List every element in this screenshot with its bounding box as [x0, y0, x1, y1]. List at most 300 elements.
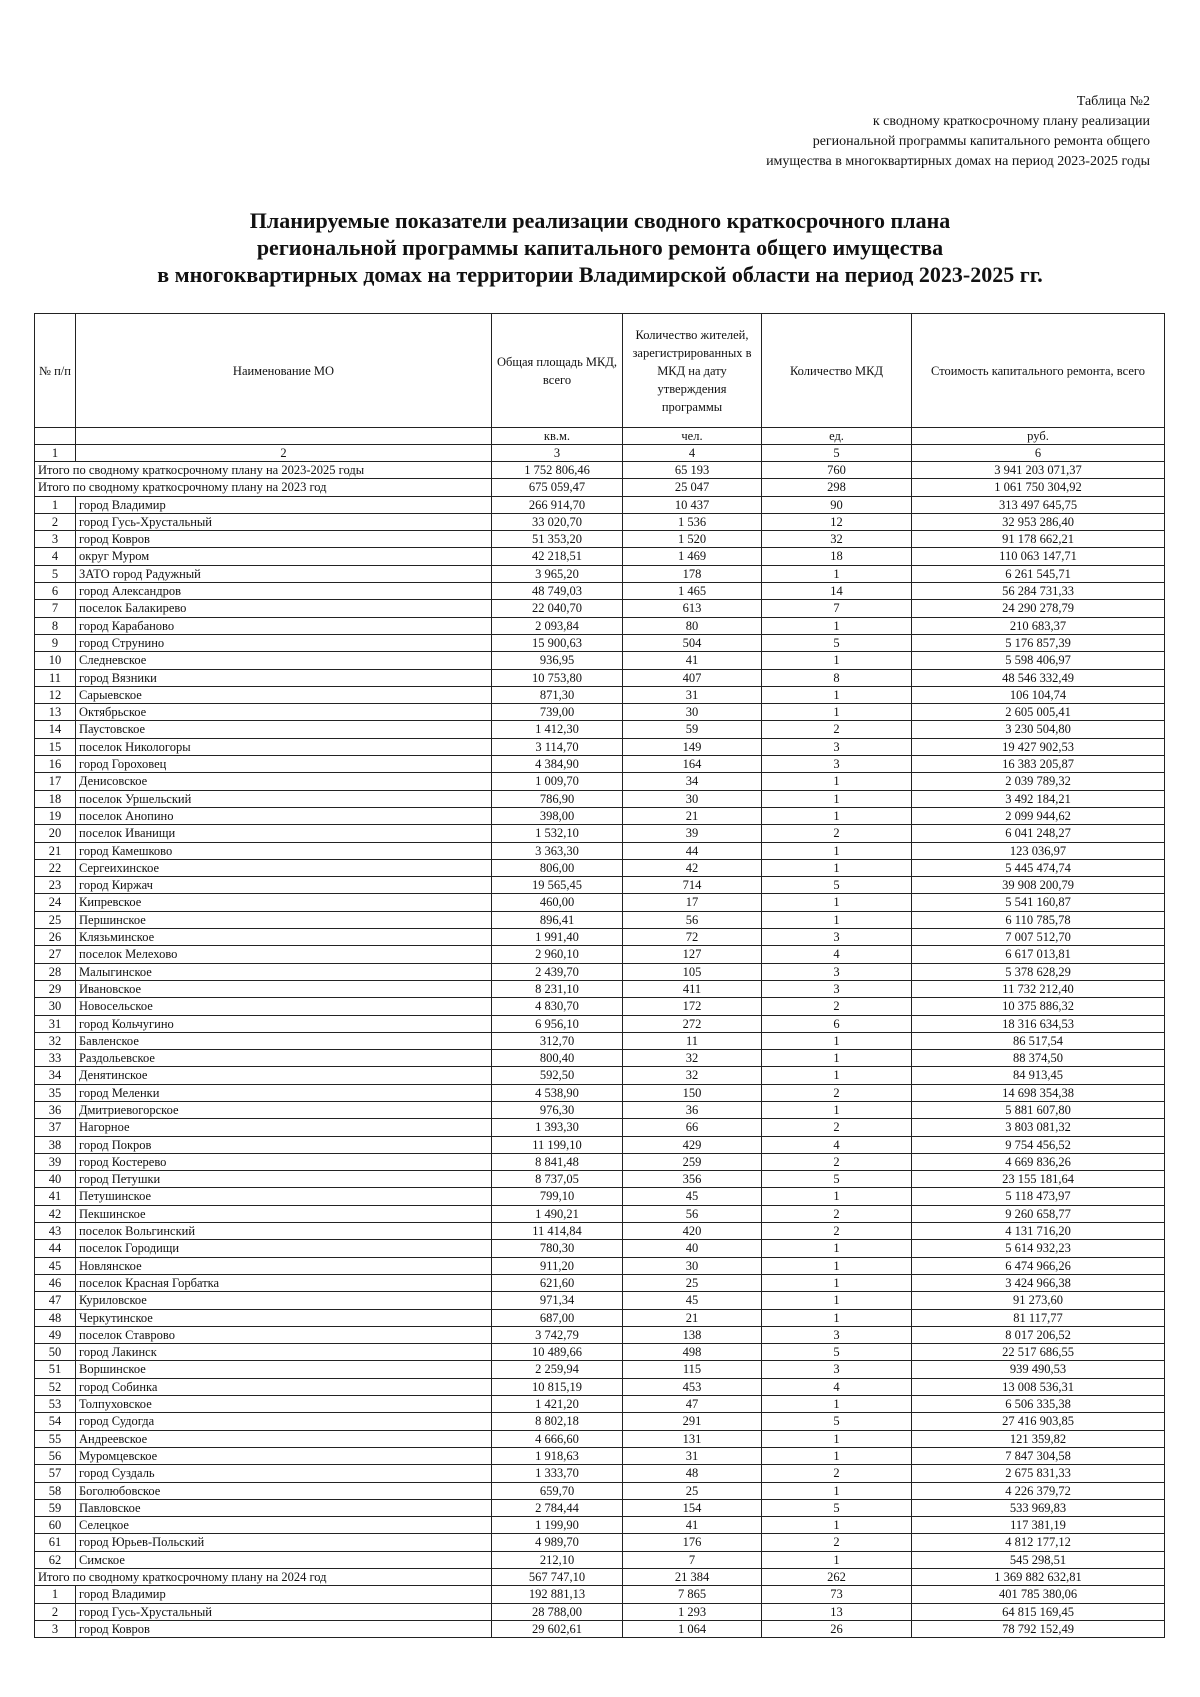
table-row — [35, 1361, 1165, 1378]
row-number: 55 — [35, 1430, 76, 1447]
area-cell: 1 532,10 — [492, 825, 623, 842]
row-number: 8 — [35, 617, 76, 634]
caption-line: имущества в многоквартирных домах на период 2023-2025 годы — [766, 154, 1150, 169]
area-cell: 1 918,63 — [492, 1447, 623, 1464]
table-row — [35, 1223, 1165, 1240]
indicators-table — [34, 313, 1165, 1638]
mo-name: Сарыевское — [76, 686, 492, 703]
mkd-count-cell: 2 — [762, 721, 912, 738]
residents-cell: 138 — [623, 1326, 762, 1343]
mo-name: Паустовское — [76, 721, 492, 738]
row-number: 2 — [35, 513, 76, 530]
table-row — [35, 1032, 1165, 1049]
cost-cell: 121 359,82 — [912, 1430, 1165, 1447]
mkd-count-cell: 5 — [762, 1499, 912, 1516]
residents-cell: 44 — [623, 842, 762, 859]
residents-cell: 31 — [623, 1447, 762, 1464]
mkd-count-cell: 2 — [762, 1119, 912, 1136]
mo-name: город Киржач — [76, 877, 492, 894]
area-cell: 398,00 — [492, 807, 623, 824]
mkd-count-cell: 1 — [762, 1396, 912, 1413]
row-number: 13 — [35, 704, 76, 721]
mo-name: город Петушки — [76, 1171, 492, 1188]
total-row — [35, 1569, 1165, 1586]
unit-cell: кв.м. — [492, 428, 623, 445]
row-number: 17 — [35, 773, 76, 790]
residents-cell: 56 — [623, 911, 762, 928]
mkd-count-cell: 3 — [762, 756, 912, 773]
area-cell: 10 489,66 — [492, 1344, 623, 1361]
residents-cell: 178 — [623, 565, 762, 582]
mo-name: Бавленское — [76, 1032, 492, 1049]
cost-cell: 939 490,53 — [912, 1361, 1165, 1378]
residents-cell: 164 — [623, 756, 762, 773]
mkd-count-cell: 3 — [762, 929, 912, 946]
mkd-count-cell: 5 — [762, 634, 912, 651]
area-cell: 8 841,48 — [492, 1153, 623, 1170]
mo-name: поселок Никологоры — [76, 738, 492, 755]
residents-cell: 429 — [623, 1136, 762, 1153]
table-row — [35, 894, 1165, 911]
mo-name: Павловское — [76, 1499, 492, 1516]
residents-cell: 34 — [623, 773, 762, 790]
mkd-count-cell: 90 — [762, 496, 912, 513]
residents-cell: 41 — [623, 1517, 762, 1534]
cost-cell: 91 178 662,21 — [912, 531, 1165, 548]
cost-cell: 39 908 200,79 — [912, 877, 1165, 894]
table-row — [35, 1119, 1165, 1136]
cost-cell: 84 913,45 — [912, 1067, 1165, 1084]
residents-cell: 48 — [623, 1465, 762, 1482]
area-cell: 1 421,20 — [492, 1396, 623, 1413]
cost-cell: 24 290 278,79 — [912, 600, 1165, 617]
row-number: 12 — [35, 686, 76, 703]
total-row — [35, 479, 1165, 496]
table-row — [35, 859, 1165, 876]
area-cell: 567 747,10 — [492, 1569, 623, 1586]
residents-cell: 714 — [623, 877, 762, 894]
table-row — [35, 1153, 1165, 1170]
mkd-count-cell: 8 — [762, 669, 912, 686]
mo-name: поселок Красная Горбатка — [76, 1274, 492, 1291]
mo-name: город Костерево — [76, 1153, 492, 1170]
cost-cell: 9 260 658,77 — [912, 1205, 1165, 1222]
caption-line: к сводному краткосрочному плану реализации — [872, 114, 1150, 129]
mo-name: город Юрьев-Польский — [76, 1534, 492, 1551]
residents-cell: 30 — [623, 790, 762, 807]
table-row — [35, 496, 1165, 513]
mkd-count-cell: 262 — [762, 1569, 912, 1586]
cost-cell: 88 374,50 — [912, 1050, 1165, 1067]
row-number: 39 — [35, 1153, 76, 1170]
mkd-count-cell: 5 — [762, 877, 912, 894]
mo-name: Кипревское — [76, 894, 492, 911]
mkd-count-cell: 7 — [762, 600, 912, 617]
row-number: 50 — [35, 1344, 76, 1361]
cost-cell: 48 546 332,49 — [912, 669, 1165, 686]
mo-name: Петушинское — [76, 1188, 492, 1205]
table-caption — [766, 92, 1150, 172]
row-number: 19 — [35, 807, 76, 824]
mkd-count-cell: 1 — [762, 1101, 912, 1118]
cost-cell: 78 792 152,49 — [912, 1620, 1165, 1637]
area-cell: 8 802,18 — [492, 1413, 623, 1430]
header-number: № п/п — [35, 314, 76, 428]
mkd-count-cell: 1 — [762, 1430, 912, 1447]
area-cell: 1 490,21 — [492, 1205, 623, 1222]
mkd-count-cell: 1 — [762, 1292, 912, 1309]
mkd-count-cell: 2 — [762, 1534, 912, 1551]
mkd-count-cell: 1 — [762, 911, 912, 928]
residents-cell: 1 536 — [623, 513, 762, 530]
mkd-count-cell: 13 — [762, 1603, 912, 1620]
residents-cell: 1 465 — [623, 583, 762, 600]
cost-cell: 5 176 857,39 — [912, 634, 1165, 651]
cost-cell: 5 598 406,97 — [912, 652, 1165, 669]
residents-cell: 80 — [623, 617, 762, 634]
cost-cell: 6 474 966,26 — [912, 1257, 1165, 1274]
title-line: Планируемые показатели реализации сводного краткосрочного плана — [249, 208, 951, 233]
area-cell: 4 830,70 — [492, 998, 623, 1015]
cost-cell: 2 099 944,62 — [912, 807, 1165, 824]
cost-cell: 210 683,37 — [912, 617, 1165, 634]
residents-cell: 32 — [623, 1050, 762, 1067]
mo-name: город Владимир — [76, 496, 492, 513]
cost-cell: 10 375 886,32 — [912, 998, 1165, 1015]
table-row — [35, 1465, 1165, 1482]
mkd-count-cell: 2 — [762, 1223, 912, 1240]
table-row — [35, 1499, 1165, 1516]
area-cell: 266 914,70 — [492, 496, 623, 513]
row-number: 56 — [35, 1447, 76, 1464]
row-number: 3 — [35, 531, 76, 548]
table-row — [35, 686, 1165, 703]
cost-cell: 3 941 203 071,37 — [912, 462, 1165, 479]
cost-cell: 8 017 206,52 — [912, 1326, 1165, 1343]
table-row — [35, 531, 1165, 548]
area-cell: 1 412,30 — [492, 721, 623, 738]
area-cell: 675 059,47 — [492, 479, 623, 496]
residents-cell: 30 — [623, 1257, 762, 1274]
mkd-count-cell: 1 — [762, 1482, 912, 1499]
mo-name: Боголюбовское — [76, 1482, 492, 1499]
area-cell: 786,90 — [492, 790, 623, 807]
residents-cell: 40 — [623, 1240, 762, 1257]
row-number: 42 — [35, 1205, 76, 1222]
units-row — [35, 428, 1165, 445]
table-body — [35, 462, 1165, 1638]
table-row — [35, 721, 1165, 738]
row-number: 44 — [35, 1240, 76, 1257]
table-row — [35, 1171, 1165, 1188]
table-row — [35, 1430, 1165, 1447]
row-number: 36 — [35, 1101, 76, 1118]
mo-name: Воршинское — [76, 1361, 492, 1378]
cost-cell: 6 261 545,71 — [912, 565, 1165, 582]
mo-name: поселок Вольгинский — [76, 1223, 492, 1240]
cost-cell: 5 881 607,80 — [912, 1101, 1165, 1118]
mo-name: Новлянское — [76, 1257, 492, 1274]
area-cell: 48 749,03 — [492, 583, 623, 600]
table-row — [35, 1015, 1165, 1032]
cost-cell: 1 061 750 304,92 — [912, 479, 1165, 496]
row-number: 61 — [35, 1534, 76, 1551]
mkd-count-cell: 1 — [762, 617, 912, 634]
mo-name: город Кольчугино — [76, 1015, 492, 1032]
mkd-count-cell: 1 — [762, 1517, 912, 1534]
table-row — [35, 1050, 1165, 1067]
row-number: 3 — [35, 1620, 76, 1637]
row-number: 23 — [35, 877, 76, 894]
header-mkd-count: Количество МКД — [762, 314, 912, 428]
mkd-count-cell: 5 — [762, 1413, 912, 1430]
mo-name: Октябрьское — [76, 704, 492, 721]
residents-cell: 36 — [623, 1101, 762, 1118]
cost-cell: 14 698 354,38 — [912, 1084, 1165, 1101]
cost-cell: 16 383 205,87 — [912, 756, 1165, 773]
table-row — [35, 704, 1165, 721]
mo-name: город Ковров — [76, 1620, 492, 1637]
row-number: 37 — [35, 1119, 76, 1136]
table-row — [35, 600, 1165, 617]
cost-cell: 6 617 013,81 — [912, 946, 1165, 963]
row-number: 20 — [35, 825, 76, 842]
row-number: 45 — [35, 1257, 76, 1274]
cost-cell: 123 036,97 — [912, 842, 1165, 859]
mkd-count-cell: 1 — [762, 859, 912, 876]
cost-cell: 91 273,60 — [912, 1292, 1165, 1309]
cost-cell: 3 230 504,80 — [912, 721, 1165, 738]
mo-name: город Александров — [76, 583, 492, 600]
area-cell: 896,41 — [492, 911, 623, 928]
row-number: 52 — [35, 1378, 76, 1395]
residents-cell: 30 — [623, 704, 762, 721]
mkd-count-cell: 298 — [762, 479, 912, 496]
residents-cell: 291 — [623, 1413, 762, 1430]
mkd-count-cell: 3 — [762, 1326, 912, 1343]
mkd-count-cell: 73 — [762, 1586, 912, 1603]
unit-cell: чел. — [623, 428, 762, 445]
residents-cell: 498 — [623, 1344, 762, 1361]
row-number: 16 — [35, 756, 76, 773]
table-row — [35, 1326, 1165, 1343]
mkd-count-cell: 1 — [762, 565, 912, 582]
mo-name: город Суздаль — [76, 1465, 492, 1482]
mkd-count-cell: 1 — [762, 1309, 912, 1326]
mo-name: город Ковров — [76, 531, 492, 548]
cost-cell: 56 284 731,33 — [912, 583, 1165, 600]
mo-name: Толпуховское — [76, 1396, 492, 1413]
area-cell: 780,30 — [492, 1240, 623, 1257]
table-row — [35, 1482, 1165, 1499]
mo-name: Сергеихинское — [76, 859, 492, 876]
table-row — [35, 877, 1165, 894]
unit-cell — [35, 428, 76, 445]
table-row — [35, 790, 1165, 807]
table-row — [35, 756, 1165, 773]
residents-cell: 150 — [623, 1084, 762, 1101]
residents-cell: 17 — [623, 894, 762, 911]
residents-cell: 154 — [623, 1499, 762, 1516]
area-cell: 460,00 — [492, 894, 623, 911]
table-row — [35, 773, 1165, 790]
area-cell: 936,95 — [492, 652, 623, 669]
table-row — [35, 565, 1165, 582]
area-cell: 2 960,10 — [492, 946, 623, 963]
area-cell: 1 199,90 — [492, 1517, 623, 1534]
mo-name: Селецкое — [76, 1517, 492, 1534]
residents-cell: 1 469 — [623, 548, 762, 565]
table-row — [35, 617, 1165, 634]
caption-line: региональной программы капитального ремонта общего — [812, 134, 1150, 149]
mkd-count-cell: 1 — [762, 1447, 912, 1464]
row-number: 6 — [35, 583, 76, 600]
mkd-count-cell: 3 — [762, 963, 912, 980]
row-number: 48 — [35, 1309, 76, 1326]
table-row — [35, 1292, 1165, 1309]
cost-cell: 32 953 286,40 — [912, 513, 1165, 530]
residents-cell: 127 — [623, 946, 762, 963]
cost-cell: 1 369 882 632,81 — [912, 1569, 1165, 1586]
residents-cell: 613 — [623, 600, 762, 617]
area-cell: 799,10 — [492, 1188, 623, 1205]
mkd-count-cell: 1 — [762, 652, 912, 669]
row-number: 53 — [35, 1396, 76, 1413]
mkd-count-cell: 1 — [762, 894, 912, 911]
cost-cell: 13 008 536,31 — [912, 1378, 1165, 1395]
table-row — [35, 911, 1165, 928]
residents-cell: 259 — [623, 1153, 762, 1170]
residents-cell: 21 384 — [623, 1569, 762, 1586]
area-cell: 29 602,61 — [492, 1620, 623, 1637]
total-label: Итого по сводному краткосрочному плану на 2023-2025 годы — [35, 462, 492, 479]
residents-cell: 411 — [623, 980, 762, 997]
row-number: 34 — [35, 1067, 76, 1084]
table-row — [35, 1188, 1165, 1205]
cost-cell: 9 754 456,52 — [912, 1136, 1165, 1153]
cost-cell: 401 785 380,06 — [912, 1586, 1165, 1603]
area-cell: 871,30 — [492, 686, 623, 703]
table-row — [35, 1603, 1165, 1620]
cost-cell: 6 041 248,27 — [912, 825, 1165, 842]
mo-name: Следневское — [76, 652, 492, 669]
cost-cell: 81 117,77 — [912, 1309, 1165, 1326]
residents-cell: 66 — [623, 1119, 762, 1136]
area-cell: 3 965,20 — [492, 565, 623, 582]
mo-name: поселок Балакирево — [76, 600, 492, 617]
mkd-count-cell: 1 — [762, 704, 912, 721]
row-number: 21 — [35, 842, 76, 859]
mkd-count-cell: 18 — [762, 548, 912, 565]
residents-cell: 172 — [623, 998, 762, 1015]
row-number: 51 — [35, 1361, 76, 1378]
row-number: 46 — [35, 1274, 76, 1291]
area-cell: 976,30 — [492, 1101, 623, 1118]
row-number: 40 — [35, 1171, 76, 1188]
cost-cell: 7 847 304,58 — [912, 1447, 1165, 1464]
area-cell: 592,50 — [492, 1067, 623, 1084]
row-number: 60 — [35, 1517, 76, 1534]
residents-cell: 45 — [623, 1292, 762, 1309]
area-cell: 192 881,13 — [492, 1586, 623, 1603]
residents-cell: 356 — [623, 1171, 762, 1188]
mkd-count-cell: 2 — [762, 998, 912, 1015]
unit-cell: ед. — [762, 428, 912, 445]
mo-name: Новосельское — [76, 998, 492, 1015]
cost-cell: 4 669 836,26 — [912, 1153, 1165, 1170]
cost-cell: 5 118 473,97 — [912, 1188, 1165, 1205]
mkd-count-cell: 6 — [762, 1015, 912, 1032]
row-number: 14 — [35, 721, 76, 738]
area-cell: 4 989,70 — [492, 1534, 623, 1551]
row-number: 57 — [35, 1465, 76, 1482]
cost-cell: 106 104,74 — [912, 686, 1165, 703]
area-cell: 971,34 — [492, 1292, 623, 1309]
total-label: Итого по сводному краткосрочному плану на 2024 год — [35, 1569, 492, 1586]
cost-cell: 64 815 169,45 — [912, 1603, 1165, 1620]
cost-cell: 5 378 628,29 — [912, 963, 1165, 980]
table-row — [35, 1344, 1165, 1361]
header-area: Общая площадь МКД, всего — [492, 314, 623, 428]
cost-cell: 7 007 512,70 — [912, 929, 1165, 946]
area-cell: 51 353,20 — [492, 531, 623, 548]
table-row — [35, 980, 1165, 997]
table-row — [35, 1136, 1165, 1153]
row-number: 26 — [35, 929, 76, 946]
area-cell: 806,00 — [492, 859, 623, 876]
table-row — [35, 1084, 1165, 1101]
table-row — [35, 652, 1165, 669]
area-cell: 2 093,84 — [492, 617, 623, 634]
mkd-count-cell: 3 — [762, 738, 912, 755]
row-number: 31 — [35, 1015, 76, 1032]
cost-cell: 4 226 379,72 — [912, 1482, 1165, 1499]
mkd-count-cell: 1 — [762, 1067, 912, 1084]
area-cell: 3 742,79 — [492, 1326, 623, 1343]
residents-cell: 272 — [623, 1015, 762, 1032]
residents-cell: 1 064 — [623, 1620, 762, 1637]
table-row — [35, 1240, 1165, 1257]
mkd-count-cell: 1 — [762, 1240, 912, 1257]
area-cell: 739,00 — [492, 704, 623, 721]
mkd-count-cell: 1 — [762, 1050, 912, 1067]
mkd-count-cell: 4 — [762, 1378, 912, 1395]
residents-cell: 21 — [623, 1309, 762, 1326]
mo-name: Денисовское — [76, 773, 492, 790]
residents-cell: 56 — [623, 1205, 762, 1222]
mkd-count-cell: 14 — [762, 583, 912, 600]
row-number: 28 — [35, 963, 76, 980]
area-cell: 8 231,10 — [492, 980, 623, 997]
mo-name: город Меленки — [76, 1084, 492, 1101]
row-number: 18 — [35, 790, 76, 807]
mkd-count-cell: 1 — [762, 1274, 912, 1291]
row-number: 59 — [35, 1499, 76, 1516]
row-number: 27 — [35, 946, 76, 963]
table-row — [35, 634, 1165, 651]
area-cell: 687,00 — [492, 1309, 623, 1326]
residents-cell: 11 — [623, 1032, 762, 1049]
table-row — [35, 1551, 1165, 1568]
table-row — [35, 929, 1165, 946]
table-row — [35, 1067, 1165, 1084]
area-cell: 4 538,90 — [492, 1084, 623, 1101]
mkd-count-cell: 1 — [762, 1188, 912, 1205]
residents-cell: 420 — [623, 1223, 762, 1240]
residents-cell: 39 — [623, 825, 762, 842]
mkd-count-cell: 2 — [762, 1153, 912, 1170]
area-cell: 11 414,84 — [492, 1223, 623, 1240]
